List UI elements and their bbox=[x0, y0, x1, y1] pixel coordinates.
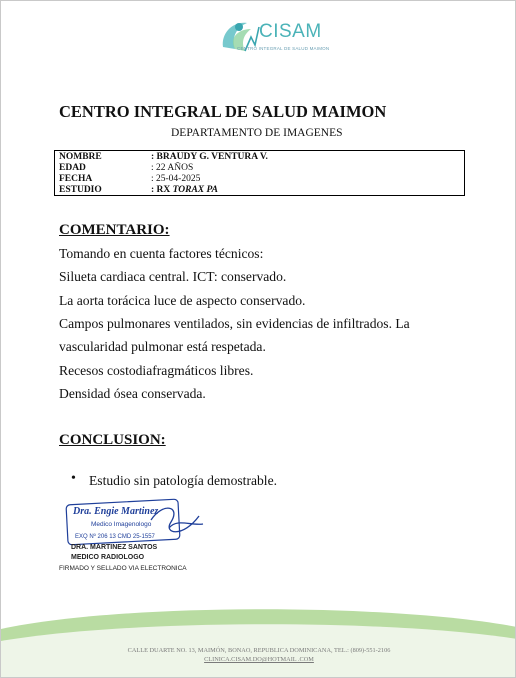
department-name: DEPARTAMENTO DE IMAGENES bbox=[171, 127, 343, 139]
comentario-line: Campos pulmonares ventilados, sin evidencias de infiltrados. La bbox=[59, 316, 410, 331]
comentario-line: La aorta torácica luce de aspecto conservado. bbox=[59, 293, 306, 308]
study-type-value bbox=[151, 185, 218, 196]
logo-subtitle: CENTRO INTEGRAL DE SALUD MAIMON bbox=[237, 46, 330, 51]
electronic-signature-note: FIRMADO Y SELLADO VIA ELECTRONICA bbox=[59, 565, 187, 572]
stamp-name: Dra. Engie Martinez bbox=[73, 506, 159, 517]
footer-email[interactable]: CLINICA.CISAM.DO@HOTMAIL .COM bbox=[204, 656, 314, 663]
stamp-exq: EXQ Nº 206 13 CMD 25-1557 bbox=[75, 534, 155, 540]
signature-stamp bbox=[59, 498, 209, 548]
conclusion-item: Estudio sin patología demostrable. bbox=[89, 473, 278, 488]
patient-name-value: : BRAUDY G. VENTURA V. bbox=[151, 152, 268, 162]
signature-stamp-graphic bbox=[59, 498, 209, 548]
comentario-line: Densidad ósea conservada. bbox=[59, 386, 206, 401]
footer-wave-decoration bbox=[1, 601, 516, 678]
handwritten-signature bbox=[151, 508, 203, 532]
logo-name: CISAM bbox=[259, 21, 322, 42]
patient-info-box bbox=[54, 150, 465, 196]
study-prefix: : RX bbox=[151, 185, 173, 195]
comentario-line: Silueta cardiaca central. ICT: conservado. bbox=[59, 269, 287, 284]
study-date-value: : 25-04-2025 bbox=[151, 174, 201, 184]
comentario-line: Tomando en cuenta factores técnicos: bbox=[59, 246, 264, 261]
study-date-label: FECHA bbox=[59, 174, 93, 184]
doctor-role: MEDICO RADIOLOGO bbox=[71, 554, 145, 561]
doctor-name: DRA. MARTINEZ SANTOS bbox=[71, 544, 158, 551]
cisam-logo bbox=[215, 13, 335, 57]
patient-name-label: NOMBRE bbox=[59, 152, 102, 162]
comentario-line: Recesos costodiafragmáticos libres. bbox=[59, 363, 254, 378]
stamp-title: Medico Imagenologo bbox=[91, 521, 152, 528]
patient-age-label: EDAD bbox=[59, 163, 86, 173]
footer-address: CALLE DUARTE NO. 13, MAIMÓN, BONAO, REPUBLICA DOMINICANA, TEL.: (809)-551-2106 bbox=[127, 647, 391, 654]
bullet-dot-icon: • bbox=[71, 471, 76, 486]
comentario-line: vascularidad pulmonar está respetada. bbox=[59, 339, 266, 354]
comentario-heading: COMENTARIO: bbox=[59, 222, 170, 238]
study-name: TORAX PA bbox=[172, 185, 218, 195]
conclusion-heading: CONCLUSION: bbox=[59, 432, 166, 448]
patient-age-value: : 22 AÑOS bbox=[151, 163, 194, 173]
study-type-label: ESTUDIO bbox=[59, 185, 102, 195]
document-title: CENTRO INTEGRAL DE SALUD MAIMON bbox=[59, 102, 387, 121]
